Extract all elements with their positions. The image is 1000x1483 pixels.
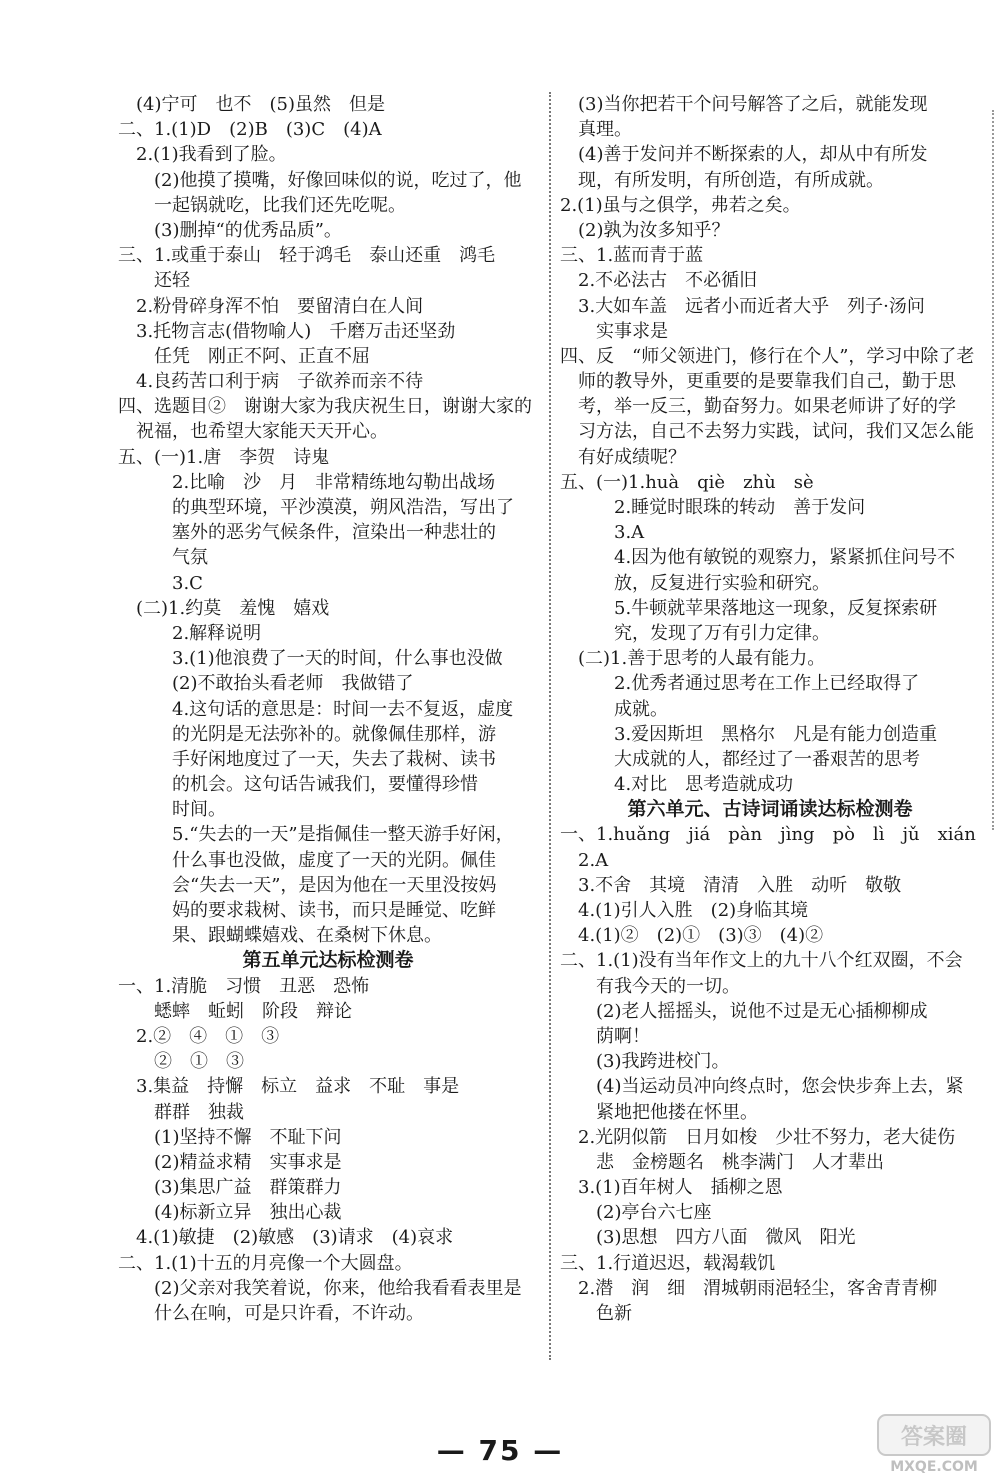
watermark-logo [876, 1413, 992, 1477]
answer-line: ② ① ③ [118, 1051, 244, 1073]
answer-line: (3)集思广益 群策群力 [118, 1177, 342, 1199]
answer-line: 习方法，自己不去努力实践，试问，我们又怎么能 [560, 421, 974, 443]
answer-line: 祝福，也希望大家能天天开心。 [118, 421, 388, 443]
answer-line: 什么事也没做，虚度了一天的光阴。佩佳 [118, 849, 496, 871]
answer-line: 五、(一)1.huà qiè zhù sè [560, 471, 814, 493]
answer-line: 二、1.(1)D (2)B (3)C (4)A [118, 119, 382, 141]
answer-line: 任凭 刚正不阿、正直不屈 [118, 345, 370, 367]
answer-line: 四、反 “师父领进门，修行在个人”，学习中除了老 [560, 345, 975, 367]
answer-line: 的机会。这句话告诫我们，要懂得珍惜 [118, 774, 478, 796]
answer-line: 妈的要求栽树、读书，而只是睡觉、吃鲜 [118, 900, 496, 921]
answer-line: 悲 金榜题名 桃李满门 人才辈出 [560, 1151, 884, 1173]
answer-line: 三、1.或重于泰山 轻于鸿毛 泰山还重 鸿毛 [118, 245, 496, 267]
answer-line: (4)标新立异 独出心裁 [118, 1202, 342, 1224]
answer-line: 塞外的恶劣气候条件，渲染出一种悲壮的 [118, 522, 496, 544]
answer-line: 4.良药苦口利于病 子欲养而亲不待 [118, 371, 424, 393]
answer-line: 5.牛顿就苹果落地这一现象，反复探索研 [560, 597, 938, 619]
answer-line: 4.因为他有敏锐的观察力，紧紧抓住问号不 [560, 547, 956, 569]
answer-line: 3.爱因斯坦 黑格尔 凡是有能力创造重 [560, 723, 938, 745]
watermark-title: 答案圈 [900, 1425, 968, 1450]
answer-line: (2)孰为汝多知乎？ [560, 219, 730, 241]
answer-line: 2.优秀者通过思考在工作上已经取得了 [560, 673, 920, 695]
answer-line: 3.大如车盖 远者小而近者大乎 列子·汤问 [560, 295, 925, 317]
answer-line: 3.集益 持懈 标立 益求 不耻 事是 [118, 1076, 460, 1098]
answer-line: 2.不必法古 不必循旧 [560, 270, 758, 292]
answer-line: 3.A [560, 522, 645, 544]
answer-line: 4.对比 思考造就成功 [560, 774, 794, 796]
answer-line: (3)思想 四方八面 微风 阳光 [560, 1227, 856, 1249]
answer-line: (3)我跨进校门。 [560, 1051, 730, 1073]
answer-line: 手好闲地度过了一天，失去了栽树、读书 [118, 748, 496, 770]
answer-line: 实事求是 [560, 320, 668, 342]
answer-line: 什么在响，可是只许看，不许动。 [118, 1303, 424, 1324]
answer-line: 三、1.行道迟迟，载渴载饥 [560, 1252, 776, 1274]
answer-line: (2)父亲对我笑着说，你来，他给我看看表里是 [118, 1277, 522, 1299]
answer-line: 的典型环境，平沙漠漠，朔风浩浩，写出了 [118, 497, 514, 518]
answer-line: 2.睡觉时眼珠的转动 善于发问 [560, 497, 866, 518]
answer-line: 4.(1)敏捷 (2)敏感 (3)请求 (4)哀求 [118, 1227, 454, 1249]
answer-line: 有好成绩呢？ [560, 446, 686, 468]
answer-line: 2.解释说明 [118, 622, 262, 644]
answer-line: (4)当运动员冲向终点时，您会快步奔上去，紧 [560, 1076, 964, 1098]
answer-line: 2.A [560, 849, 609, 871]
answer-line: 2.比喻 沙 月 非常精练地勾勒出战场 [118, 471, 496, 493]
answer-line: 5.“失去的一天”是指佩佳一整天游手好闲， [118, 824, 514, 846]
answer-line: 时间。 [118, 799, 226, 821]
answer-line: (2)精益求精 实事求是 [118, 1151, 342, 1173]
watermark-url: MXQE.COM [890, 1459, 978, 1475]
answer-line: 3.C [118, 572, 203, 594]
answer-line: 究，发现了万有引力定律。 [560, 622, 830, 644]
answer-line: 一、1.huǎng jiá pàn jìng pò lì jǔ xián [560, 824, 976, 846]
answer-line: 2.光阴似箭 日月如梭 少壮不努力，老大徒伤 [560, 1126, 956, 1148]
answer-line: 一、1.清脆 习惯 丑恶 恐怖 [118, 975, 370, 997]
answer-line: 放，反复进行实验和研究。 [560, 572, 830, 594]
column-divider [549, 92, 551, 1360]
answer-line: 果、跟蝴蝶嬉戏、在桑树下休息。 [118, 925, 442, 947]
answer-line: 二、1.(1)十五的月亮像一个大圆盘。 [118, 1252, 413, 1274]
left-column [118, 92, 538, 1326]
answer-line: 4.这句话的意思是：时间一去不复返，虚度 [118, 698, 514, 720]
answer-line: 色新 [560, 1303, 632, 1324]
section-heading: 第六单元、古诗词诵读达标检测卷 [627, 798, 913, 821]
answer-line: 蟋蟀 蚯蚓 阶段 辩论 [118, 1000, 352, 1022]
right-column [560, 92, 980, 1326]
answer-line: (3)删掉“的优秀品质”。 [118, 219, 342, 241]
answer-line: 荫啊！ [560, 1025, 650, 1047]
answer-line: (4)宁可 也不 (5)虽然 但是 [118, 94, 385, 115]
answer-line: 3.(1)百年树人 插柳之恩 [560, 1177, 783, 1199]
answer-line: 2.② ④ ① ③ [118, 1025, 280, 1047]
answer-line: 五、(一)1.唐 李贺 诗鬼 [118, 446, 330, 468]
answer-line: (2)不敢抬头看老师 我做错了 [118, 673, 414, 695]
answer-line: 气氛 [118, 547, 208, 569]
section-heading: 第五单元达标检测卷 [242, 949, 414, 972]
answer-line: (二)1.约莫 羞愧 嬉戏 [118, 597, 330, 619]
answer-line: 还轻 [118, 270, 190, 292]
answer-line: 3.(1)他浪费了一天的时间，什么事也没做 [118, 648, 503, 670]
answer-line: (2)他摸了摸嘴，好像回味似的说，吃过了，他 [118, 169, 522, 191]
answer-line: 有我今天的一切。 [560, 975, 740, 997]
answer-line: 会“失去一天”，是因为他在一天里没按妈 [118, 874, 497, 896]
answer-line: 3.托物言志(借物喻人) 千磨万击还坚劲 [118, 320, 456, 342]
answer-line: 一起锅就吃，比我们还先吃呢。 [118, 194, 406, 216]
answer-line: 2.(1)我看到了脸。 [118, 144, 287, 166]
answer-line: 考，举一反三，勤奋努力。如果老师讲了好的学 [560, 396, 956, 418]
page-number: — 75 — [436, 1434, 564, 1467]
answer-line: 四、选题目② 谢谢大家为我庆祝生日，谢谢大家的 [118, 396, 532, 418]
answer-line: (2)老人摇摇头，说他不过是无心插柳柳成 [560, 1000, 928, 1022]
page-edge-divider [992, 110, 994, 830]
answer-line: 二、1.(1)没有当年作文上的九十八个红双圈，不会 [560, 950, 963, 972]
answer-line: 4.(1)引人入胜 (2)身临其境 [560, 900, 809, 921]
answer-line: (2)亭台六七座 [560, 1202, 712, 1224]
answer-line: 的光阴是无法弥补的。就像佩佳那样，游 [118, 723, 496, 745]
answer-line: 三、1.蓝而青于蓝 [560, 245, 704, 267]
answer-line: 4.(1)② (2)① (3)③ (4)② [560, 925, 824, 947]
answer-line: 真理。 [560, 119, 632, 141]
answer-line: (二)1.善于思考的人最有能力。 [560, 648, 826, 670]
answer-line: 2.粉骨碎身浑不怕 要留清白在人间 [118, 295, 424, 317]
answer-line: 2.(1)虽与之俱学，弗若之矣。 [560, 194, 801, 216]
answer-line: 成就。 [560, 698, 668, 720]
answer-line: (4)善于发问并不断探索的人，却从中有所发 [560, 144, 928, 166]
answer-line: 紧地把他搂在怀里。 [560, 1101, 758, 1123]
answer-line: (1)坚持不懈 不耻下问 [118, 1126, 342, 1148]
answer-line: 群群 独裁 [118, 1101, 244, 1123]
answer-line: 2.潜 润 细 渭城朝雨浥轻尘，客舍青青柳 [560, 1277, 938, 1299]
answer-line: 大成就的人，都经过了一番艰苦的思考 [560, 748, 920, 770]
answer-line: 师的教导外，更重要的是要靠我们自己，勤于思 [560, 371, 956, 393]
answer-line: (3)当你把若干个问号解答了之后，就能发现 [560, 94, 928, 115]
answer-line: 现，有所发明，有所创造，有所成就。 [560, 169, 884, 191]
answer-line: 3.不舍 其境 清清 入胜 动听 敬敬 [560, 874, 902, 896]
